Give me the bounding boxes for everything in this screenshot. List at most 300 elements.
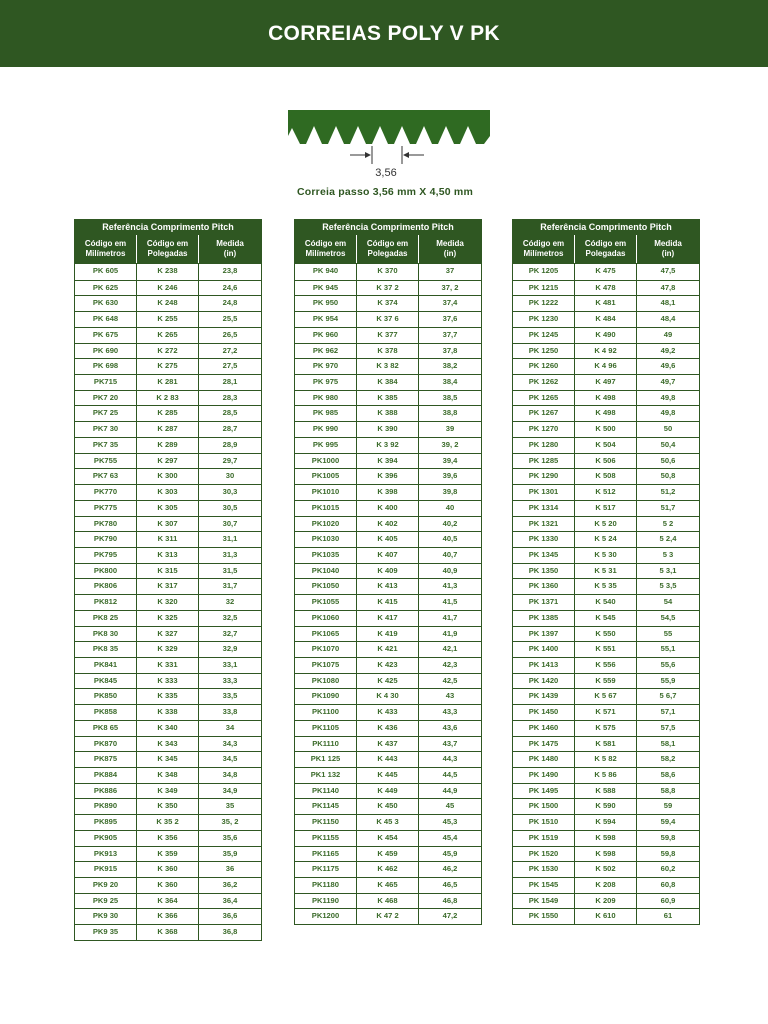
cell-measure: 45,4 — [442, 832, 458, 842]
cell-measure: 40,2 — [442, 518, 458, 528]
header-col1: Código em Milímetros — [295, 235, 357, 263]
cell-measure: 37 — [445, 266, 455, 275]
cell-inch-code: K 454 — [357, 831, 419, 846]
cell-mm-code: PK870 — [75, 737, 137, 752]
table-row — [295, 280, 481, 296]
cell-inch-code: K 297 — [137, 454, 199, 469]
cell-inch-code: K 374 — [357, 296, 419, 311]
table-row — [513, 358, 699, 374]
cell-inch-code: K 402 — [357, 517, 419, 532]
table-row — [513, 688, 699, 704]
table-row — [513, 295, 699, 311]
cell-inch-code: K 421 — [357, 642, 419, 657]
table-row — [295, 563, 481, 579]
table-row — [295, 751, 481, 767]
cell-inch-code: K 396 — [357, 469, 419, 484]
cell-inch-code: K 390 — [357, 422, 419, 437]
cell-mm-code: PK 1230 — [513, 312, 575, 327]
table-row — [75, 814, 261, 830]
cell-inch-code: K 350 — [137, 799, 199, 814]
cell-mm-code: PK 1400 — [513, 642, 575, 657]
table-row — [75, 641, 261, 657]
cell-inch-code: K 366 — [137, 909, 199, 924]
table-row — [295, 437, 481, 453]
cell-measure: 48,4 — [660, 314, 676, 324]
table-row — [513, 704, 699, 720]
cell-mm-code: PK7 35 — [75, 438, 137, 453]
cell-inch-code: K 598 — [575, 831, 637, 846]
table-row — [75, 704, 261, 720]
cell-measure: 55 — [663, 628, 673, 638]
dimension-label: 3,56 — [375, 167, 397, 179]
cell-mm-code: PK8 35 — [75, 642, 137, 657]
cell-mm-code: PK 1397 — [513, 627, 575, 642]
cell-mm-code: PK 985 — [295, 406, 357, 421]
cell-measure: 41,9 — [442, 628, 458, 638]
cell-inch-code: K 465 — [357, 878, 419, 893]
cell-inch-code: K 285 — [137, 406, 199, 421]
belt-profile-diagram — [288, 108, 490, 188]
cell-mm-code: PK1065 — [295, 627, 357, 642]
cell-mm-code: PK858 — [75, 705, 137, 720]
table-row — [513, 594, 699, 610]
cell-measure: 31,3 — [222, 549, 238, 559]
table-row — [295, 908, 481, 924]
cell-inch-code: K 343 — [137, 737, 199, 752]
cell-measure: 36,4 — [222, 895, 238, 905]
cell-inch-code: K 5 67 — [575, 689, 637, 704]
table-row — [513, 405, 699, 421]
cell-measure: 49,8 — [660, 392, 676, 402]
cell-mm-code: PK 1330 — [513, 532, 575, 547]
cell-inch-code: K 588 — [575, 784, 637, 799]
cell-measure: 39,4 — [442, 455, 458, 465]
cell-inch-code: K 559 — [575, 674, 637, 689]
table-row — [513, 767, 699, 783]
cell-measure: 32,9 — [222, 644, 238, 654]
table-row — [75, 594, 261, 610]
table-row — [75, 877, 261, 893]
cell-mm-code: PK780 — [75, 517, 137, 532]
cell-inch-code: K 327 — [137, 627, 199, 642]
cell-inch-code: K 311 — [137, 532, 199, 547]
cell-mm-code: PK7 63 — [75, 469, 137, 484]
cell-inch-code: K 433 — [357, 705, 419, 720]
table-row — [295, 516, 481, 532]
cell-mm-code: PK715 — [75, 375, 137, 390]
cell-measure: 58,8 — [660, 785, 676, 795]
cell-inch-code: K 307 — [137, 517, 199, 532]
cell-measure: 40,7 — [442, 549, 458, 559]
cell-measure: 36 — [225, 864, 235, 874]
cell-mm-code: PK 1270 — [513, 422, 575, 437]
table-row — [513, 736, 699, 752]
table-row — [513, 846, 699, 862]
table-row — [75, 673, 261, 689]
cell-inch-code: K 443 — [357, 752, 419, 767]
cell-inch-code: K 305 — [137, 501, 199, 516]
cell-mm-code: PK 1475 — [513, 737, 575, 752]
cell-mm-code: PK1 125 — [295, 752, 357, 767]
cell-measure: 50,6 — [660, 455, 676, 465]
table-row — [513, 814, 699, 830]
cell-inch-code: K 5 24 — [575, 532, 637, 547]
cell-inch-code: K 5 86 — [575, 768, 637, 783]
table-row — [75, 830, 261, 846]
cell-mm-code: PK 1205 — [513, 264, 575, 280]
cell-mm-code: PK1000 — [295, 454, 357, 469]
cell-measure: 59,8 — [660, 848, 676, 858]
cell-mm-code: PK9 25 — [75, 894, 137, 909]
cell-mm-code: PK8 25 — [75, 611, 137, 626]
cell-mm-code: PK905 — [75, 831, 137, 846]
cell-inch-code: K 289 — [137, 438, 199, 453]
table-row — [513, 484, 699, 500]
table-row — [513, 327, 699, 343]
table-row — [513, 468, 699, 484]
table-row — [75, 908, 261, 924]
cell-measure: 32,5 — [222, 612, 238, 622]
table-row — [75, 311, 261, 327]
cell-mm-code: PK 1460 — [513, 721, 575, 736]
cell-measure: 58,2 — [660, 754, 676, 764]
cell-measure: 45,3 — [442, 817, 458, 827]
cell-measure: 30,7 — [222, 518, 238, 528]
cell-measure: 27,2 — [222, 345, 238, 355]
cell-measure: 38,8 — [442, 408, 458, 418]
cell-measure: 59,4 — [660, 817, 676, 827]
cell-measure: 40,5 — [442, 534, 458, 544]
table-row — [295, 830, 481, 846]
cell-inch-code: K 325 — [137, 611, 199, 626]
cell-mm-code: PK1090 — [295, 689, 357, 704]
cell-inch-code: K 45 3 — [357, 815, 419, 830]
cell-measure: 44,5 — [442, 770, 458, 779]
table-row — [75, 657, 261, 673]
cell-mm-code: PK850 — [75, 689, 137, 704]
cell-mm-code: PK 1222 — [513, 296, 575, 311]
table-row — [75, 531, 261, 547]
cell-mm-code: PK 1260 — [513, 359, 575, 374]
cell-inch-code: K 37 2 — [357, 281, 419, 296]
cell-measure: 42,1 — [442, 644, 458, 654]
table-row — [295, 453, 481, 469]
table-row — [75, 547, 261, 563]
cell-mm-code: PK8 65 — [75, 721, 137, 736]
cell-mm-code: PK1165 — [295, 847, 357, 862]
table-row — [295, 343, 481, 359]
cell-inch-code: K 348 — [137, 768, 199, 783]
cell-measure: 34 — [225, 722, 235, 732]
cell-measure: 50,8 — [660, 471, 676, 481]
cell-mm-code: PK1035 — [295, 548, 357, 563]
cell-measure: 5 3,1 — [659, 565, 677, 575]
table-row — [75, 453, 261, 469]
cell-inch-code: K 409 — [357, 564, 419, 579]
cell-measure: 38,4 — [442, 377, 458, 387]
cell-inch-code: K 272 — [137, 344, 199, 359]
cell-mm-code: PK 1413 — [513, 658, 575, 673]
table-row — [75, 516, 261, 532]
table-row — [513, 390, 699, 406]
table-row — [513, 861, 699, 877]
cell-inch-code: K 208 — [575, 878, 637, 893]
cell-mm-code: PK1180 — [295, 878, 357, 893]
cell-measure: 26,5 — [222, 329, 238, 339]
cell-mm-code: PK 1495 — [513, 784, 575, 799]
table-row — [295, 264, 481, 280]
cell-mm-code: PK 954 — [295, 312, 357, 327]
cell-inch-code: K 5 82 — [575, 752, 637, 767]
cell-inch-code: K 468 — [357, 894, 419, 909]
cell-measure: 58,6 — [660, 770, 676, 779]
header-col3: Medida (in) — [216, 239, 244, 258]
cell-inch-code: K 3 82 — [357, 359, 419, 374]
table-row — [75, 751, 261, 767]
cell-measure: 25,5 — [222, 314, 238, 324]
cell-mm-code: PK913 — [75, 847, 137, 862]
cell-measure: 36,2 — [222, 880, 238, 890]
table-row — [295, 374, 481, 390]
table-row — [513, 657, 699, 673]
cell-mm-code: PK9 20 — [75, 878, 137, 893]
cell-inch-code: K 436 — [357, 721, 419, 736]
cell-mm-code: PK1150 — [295, 815, 357, 830]
cell-mm-code: PK8 30 — [75, 627, 137, 642]
cell-inch-code: K 370 — [357, 264, 419, 280]
cell-mm-code: PK 950 — [295, 296, 357, 311]
cell-measure: 39, 2 — [441, 439, 459, 449]
cell-mm-code: PK 1360 — [513, 579, 575, 594]
table-row — [75, 563, 261, 579]
cell-measure: 45 — [445, 801, 455, 811]
cell-inch-code: K 512 — [575, 485, 637, 500]
cell-mm-code: PK1015 — [295, 501, 357, 516]
cell-inch-code: K 462 — [357, 862, 419, 877]
cell-inch-code: K 315 — [137, 564, 199, 579]
table-row — [295, 500, 481, 516]
cell-inch-code: K 400 — [357, 501, 419, 516]
cell-inch-code: K 368 — [137, 925, 199, 940]
cell-measure: 34,5 — [222, 754, 238, 764]
table-body — [294, 264, 482, 925]
cell-mm-code: PK 1500 — [513, 799, 575, 814]
table-title: Referência Comprimento Pitch — [294, 219, 482, 234]
cell-mm-code: PK 1280 — [513, 438, 575, 453]
cell-inch-code: K 317 — [137, 579, 199, 594]
cell-measure: 42,3 — [442, 659, 458, 669]
cell-mm-code: PK 1321 — [513, 517, 575, 532]
cell-mm-code: PK845 — [75, 674, 137, 689]
table-row — [295, 295, 481, 311]
cell-measure: 28,5 — [222, 408, 238, 418]
cell-inch-code: K 47 2 — [357, 909, 419, 924]
cell-mm-code: PK1190 — [295, 894, 357, 909]
cell-measure: 33,1 — [222, 659, 238, 669]
table-row — [75, 798, 261, 814]
table-row — [295, 814, 481, 830]
cell-measure: 32 — [225, 597, 235, 607]
table-row — [295, 594, 481, 610]
cell-measure: 33,5 — [222, 691, 238, 701]
cell-inch-code: K 303 — [137, 485, 199, 500]
table-row — [295, 657, 481, 673]
table-row — [295, 311, 481, 327]
cell-mm-code: PK812 — [75, 595, 137, 610]
cell-measure: 59 — [663, 801, 673, 811]
cell-inch-code: K 5 30 — [575, 548, 637, 563]
cell-inch-code: K 313 — [137, 548, 199, 563]
table-row — [513, 311, 699, 327]
table-body — [512, 264, 700, 925]
cell-measure: 35,9 — [222, 848, 238, 858]
cell-measure: 43,7 — [442, 738, 458, 748]
cell-inch-code: K 508 — [575, 469, 637, 484]
cell-inch-code: K 377 — [357, 328, 419, 343]
cell-inch-code: K 340 — [137, 721, 199, 736]
cell-mm-code: PK 690 — [75, 344, 137, 359]
cell-measure: 35 — [225, 801, 235, 811]
cell-measure: 33,8 — [222, 707, 238, 717]
cell-inch-code: K 498 — [575, 406, 637, 421]
table-row — [295, 468, 481, 484]
table-row — [75, 358, 261, 374]
cell-measure: 38,2 — [442, 361, 458, 371]
table-row — [295, 421, 481, 437]
cell-mm-code: PK875 — [75, 752, 137, 767]
cell-inch-code: K 349 — [137, 784, 199, 799]
cell-mm-code: PK 1519 — [513, 831, 575, 846]
cell-inch-code: K 415 — [357, 595, 419, 610]
cell-inch-code: K 419 — [357, 627, 419, 642]
cell-inch-code: K 575 — [575, 721, 637, 736]
table-row — [513, 516, 699, 532]
cell-measure: 49 — [663, 329, 673, 339]
cell-inch-code: K 360 — [137, 862, 199, 877]
cell-measure: 5 6,7 — [659, 691, 677, 701]
cell-mm-code: PK 975 — [295, 375, 357, 390]
table-row — [75, 421, 261, 437]
cell-mm-code: PK1080 — [295, 674, 357, 689]
cell-measure: 41,5 — [442, 597, 458, 607]
table-row — [513, 437, 699, 453]
table-row — [513, 893, 699, 909]
cell-mm-code: PK 960 — [295, 328, 357, 343]
cell-mm-code: PK1070 — [295, 642, 357, 657]
cell-mm-code: PK 995 — [295, 438, 357, 453]
cell-mm-code: PK 1520 — [513, 847, 575, 862]
cell-mm-code: PK1030 — [295, 532, 357, 547]
cell-measure: 37, 2 — [441, 282, 459, 292]
cell-mm-code: PK800 — [75, 564, 137, 579]
cell-inch-code: K 335 — [137, 689, 199, 704]
cell-inch-code: K 388 — [357, 406, 419, 421]
header-col1: Código em Milímetros — [75, 235, 137, 263]
table-row — [513, 264, 699, 280]
header-col3: Medida (in) — [436, 239, 464, 258]
cell-inch-code: K 385 — [357, 391, 419, 406]
cell-measure: 37,7 — [442, 329, 458, 339]
table-row — [75, 280, 261, 296]
cell-mm-code: PK1055 — [295, 595, 357, 610]
cell-measure: 37,6 — [442, 314, 458, 324]
cell-measure: 57,5 — [660, 722, 676, 732]
cell-inch-code: K 4 96 — [575, 359, 637, 374]
table-row — [75, 720, 261, 736]
cell-measure: 27,5 — [222, 361, 238, 371]
cell-measure: 44,3 — [442, 754, 458, 764]
cell-mm-code: PK890 — [75, 799, 137, 814]
cell-inch-code: K 3 92 — [357, 438, 419, 453]
table-row — [295, 877, 481, 893]
cell-measure: 60,8 — [660, 880, 676, 890]
cell-inch-code: K 437 — [357, 737, 419, 752]
cell-mm-code: PK 605 — [75, 264, 137, 280]
cell-mm-code: PK 1545 — [513, 878, 575, 893]
cell-inch-code: K 384 — [357, 375, 419, 390]
cell-mm-code: PK 1371 — [513, 595, 575, 610]
cell-inch-code: K 506 — [575, 454, 637, 469]
pitch-table-2 — [294, 219, 482, 925]
cell-inch-code: K 360 — [137, 878, 199, 893]
cell-measure: 37,4 — [442, 298, 458, 308]
cell-measure: 46,2 — [442, 864, 458, 874]
cell-inch-code: K 248 — [137, 296, 199, 311]
table-row — [295, 893, 481, 909]
cell-inch-code: K 265 — [137, 328, 199, 343]
cell-inch-code: K 413 — [357, 579, 419, 594]
cell-mm-code: PK 1385 — [513, 611, 575, 626]
cell-inch-code: K 517 — [575, 501, 637, 516]
table-row — [75, 610, 261, 626]
cell-inch-code: K 594 — [575, 815, 637, 830]
cell-inch-code: K 356 — [137, 831, 199, 846]
table-row — [75, 484, 261, 500]
table-row — [513, 343, 699, 359]
cell-measure: 5 2 — [662, 518, 674, 528]
cell-measure: 30,5 — [222, 502, 238, 512]
cell-inch-code: K 423 — [357, 658, 419, 673]
table-row — [75, 390, 261, 406]
table-header — [74, 234, 262, 264]
cell-mm-code: PK1 132 — [295, 768, 357, 783]
cell-inch-code: K 545 — [575, 611, 637, 626]
cell-mm-code: PK1075 — [295, 658, 357, 673]
cell-mm-code: PK795 — [75, 548, 137, 563]
pitch-table-1 — [74, 219, 262, 941]
table-row — [75, 783, 261, 799]
cell-inch-code: K 459 — [357, 847, 419, 862]
table-row — [513, 720, 699, 736]
cell-measure: 34,3 — [222, 738, 238, 748]
table-row — [295, 846, 481, 862]
belt-caption: Correia passo 3,56 mm X 4,50 mm — [296, 186, 474, 198]
table-row — [295, 673, 481, 689]
cell-inch-code: K 378 — [357, 344, 419, 359]
cell-inch-code: K 345 — [137, 752, 199, 767]
cell-measure: 60,9 — [660, 895, 676, 905]
cell-inch-code: K 209 — [575, 894, 637, 909]
table-row — [75, 924, 261, 940]
cell-inch-code: K 550 — [575, 627, 637, 642]
cell-mm-code: PK895 — [75, 815, 137, 830]
cell-measure: 55,6 — [660, 659, 676, 669]
table-row — [513, 421, 699, 437]
cell-inch-code: K 445 — [357, 768, 419, 783]
table-row — [75, 374, 261, 390]
arrowhead-left — [365, 152, 371, 158]
cell-mm-code: PK 1549 — [513, 894, 575, 909]
